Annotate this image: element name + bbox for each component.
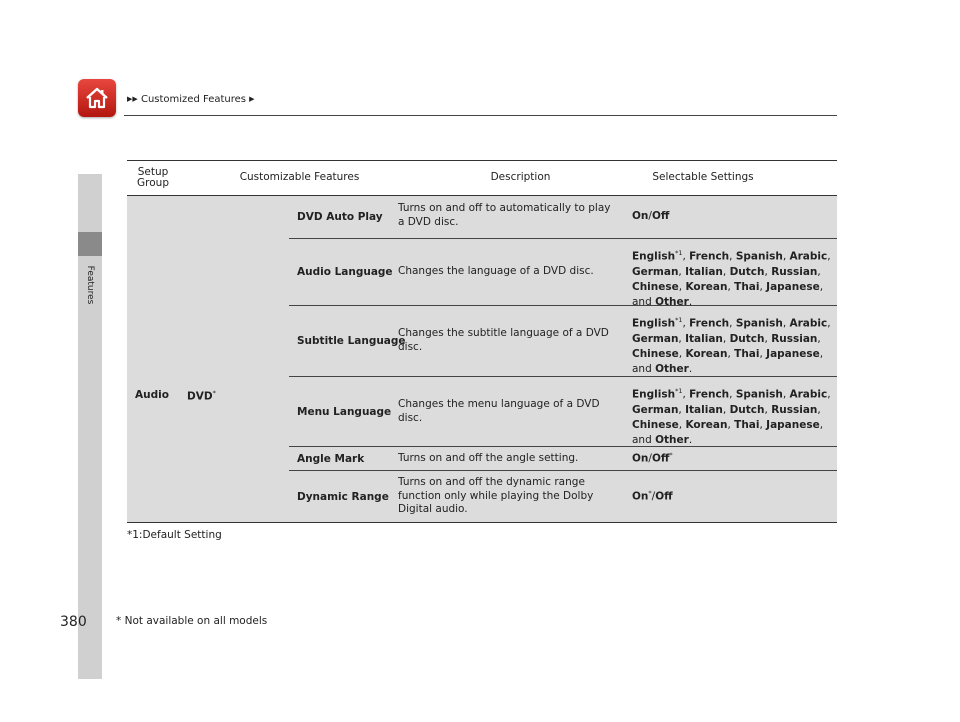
settings-connector: and [632, 434, 656, 447]
settings-separator: , [764, 332, 772, 345]
settings-value: Arabic [789, 317, 828, 330]
settings-separator: . [688, 363, 693, 376]
settings-value: Arabic [789, 250, 828, 263]
feature-description: Turns on and off to automatically to play a DVD disc. [398, 202, 611, 228]
settings-separator: , [759, 280, 767, 293]
feature-settings [632, 377, 832, 446]
settings-value: Korean [685, 280, 728, 293]
settings-value: Dutch [729, 403, 765, 416]
customized-features-table [127, 160, 837, 523]
default-mark: *1 [675, 249, 683, 257]
settings-separator: , [759, 347, 767, 360]
settings-separator: . [688, 296, 693, 309]
table-row [289, 196, 837, 239]
settings-separator: , [764, 403, 772, 416]
settings-separator: , [678, 418, 686, 431]
feature-settings [632, 306, 832, 376]
settings-value: Spanish [735, 317, 783, 330]
settings-value: Korean [685, 418, 728, 431]
settings-separator: , [722, 332, 730, 345]
settings-value: On [632, 210, 649, 223]
section-tab [84, 256, 96, 316]
feature-description: Turns on and off the angle setting. [398, 451, 579, 464]
settings-separator: , [729, 388, 736, 401]
settings-value: Off [651, 210, 670, 223]
feature-description: Changes the menu language of a DVD disc. [398, 397, 600, 424]
settings-connector: and [632, 296, 656, 309]
table-row [289, 447, 837, 471]
settings-value: Russian [771, 265, 818, 278]
settings-separator: , [678, 265, 686, 278]
feature-settings [632, 196, 832, 238]
settings-value: Other [655, 434, 689, 447]
settings-separator: , [722, 403, 730, 416]
settings-value: French [689, 317, 730, 330]
settings-value: Chinese [632, 347, 679, 360]
group-dvd [187, 389, 216, 403]
feature-settings [632, 239, 832, 309]
settings-value: French [689, 250, 730, 263]
settings-value: French [689, 388, 730, 401]
settings-value: Dutch [729, 265, 765, 278]
settings-separator: , [764, 265, 772, 278]
breadcrumb-label[interactable]: Customized Features [140, 94, 246, 105]
section-label: Features [85, 265, 95, 305]
settings-separator: , [722, 265, 730, 278]
settings-separator: / [648, 452, 652, 465]
table-row [289, 239, 837, 309]
feature-name: Menu Language [297, 405, 392, 418]
breadcrumb-arrow-icon: ▶ [249, 95, 255, 103]
breadcrumb-arrow-icon: ▶▶ [127, 95, 138, 103]
settings-value: Chinese [632, 418, 679, 431]
settings-separator: , [678, 403, 686, 416]
settings-value: Italian [685, 265, 723, 278]
settings-value: Dutch [729, 332, 765, 345]
feature-description: Turns on and off the dynamic range function only while playing the Dolby Digital audio. [398, 476, 594, 516]
feature-description: Changes the subtitle language of a DVD disc. [398, 327, 609, 353]
table-body [127, 196, 837, 523]
feature-name: Audio Language [297, 266, 393, 278]
header-divider [124, 115, 837, 116]
feature-settings [632, 447, 832, 470]
settings-separator: , [682, 388, 690, 401]
side-tab-marker[interactable] [78, 232, 102, 256]
settings-value: Thai [734, 418, 760, 431]
settings-separator: , [817, 403, 821, 416]
settings-separator: , [729, 250, 736, 263]
settings-separator: , [819, 418, 824, 431]
settings-value: German [632, 265, 679, 278]
feature-name: Dynamic Range [297, 490, 389, 503]
default-mark: *1 [675, 316, 683, 324]
settings-separator: , [678, 347, 686, 360]
table-row [289, 377, 837, 447]
settings-value: English [632, 388, 676, 401]
settings-value: Off [655, 490, 673, 503]
settings-separator: / [651, 490, 656, 503]
feature-settings [632, 471, 832, 522]
settings-separator: , [819, 347, 824, 360]
group-dvd-label: DVD [187, 390, 213, 403]
feature-name: DVD Auto Play [297, 211, 383, 223]
breadcrumb[interactable] [127, 94, 255, 105]
group-dvd-mark: * [212, 389, 216, 397]
settings-value: Chinese [632, 280, 679, 293]
settings-value: English [632, 250, 676, 263]
settings-value: Thai [734, 347, 760, 360]
settings-separator: , [817, 265, 821, 278]
header-setup-group: Setup Group [137, 165, 169, 189]
settings-value: Japanese [766, 418, 820, 431]
settings-separator: , [727, 347, 735, 360]
settings-separator: , [827, 388, 831, 401]
settings-separator: , [827, 317, 831, 330]
settings-value: Italian [685, 332, 723, 345]
settings-separator: , [727, 418, 735, 431]
settings-value: German [632, 332, 679, 345]
models-footnote: * Not available on all models [116, 615, 268, 627]
settings-value: Russian [771, 332, 818, 345]
settings-value: English [632, 317, 676, 330]
page-number: 380 [60, 614, 87, 630]
default-mark: *1 [675, 387, 683, 395]
settings-separator: / [648, 210, 652, 223]
settings-separator: , [827, 250, 831, 263]
table-row [289, 471, 837, 522]
header-selectable-settings: Selectable Settings [652, 171, 754, 184]
header-customizable-features: Customizable Features [239, 171, 360, 184]
settings-value: German [632, 403, 679, 416]
settings-separator: . [688, 434, 693, 447]
settings-value: Thai [734, 280, 760, 293]
settings-separator: , [729, 317, 736, 330]
settings-value: Italian [685, 403, 723, 416]
settings-value: Japanese [766, 347, 820, 360]
settings-connector: and [632, 363, 656, 376]
home-button[interactable] [78, 79, 116, 117]
settings-separator: , [678, 280, 686, 293]
settings-value: Other [655, 363, 689, 376]
table-row [289, 306, 837, 377]
feature-name: Angle Mark [297, 452, 365, 465]
model-mark: * [648, 488, 652, 497]
settings-value: Spanish [735, 250, 783, 263]
settings-separator: , [682, 250, 690, 263]
settings-separator: , [819, 280, 824, 293]
group-audio: Audio [135, 389, 169, 401]
settings-value: Japanese [766, 280, 820, 293]
table-header [127, 160, 837, 196]
settings-value: Off [651, 452, 670, 465]
settings-separator: , [759, 418, 767, 431]
feature-description: Changes the language of a DVD disc. [398, 265, 594, 278]
settings-value: Other [655, 296, 689, 309]
settings-value: On [632, 452, 649, 465]
settings-value: Arabic [789, 388, 828, 401]
settings-separator: , [682, 317, 690, 330]
home-icon [84, 85, 110, 111]
model-mark: * [669, 450, 673, 459]
settings-value: Korean [685, 347, 728, 360]
default-setting-note: *1:Default Setting [127, 529, 222, 541]
settings-value: Russian [771, 403, 818, 416]
settings-separator: , [678, 332, 686, 345]
settings-separator: , [782, 250, 790, 263]
settings-separator: , [782, 317, 790, 330]
settings-separator: , [782, 388, 790, 401]
settings-separator: , [817, 332, 821, 345]
settings-value: On [632, 490, 649, 503]
settings-value: Spanish [735, 388, 783, 401]
settings-separator: , [727, 280, 735, 293]
header-description: Description [490, 171, 551, 184]
feature-name: Subtitle Language [297, 335, 406, 347]
